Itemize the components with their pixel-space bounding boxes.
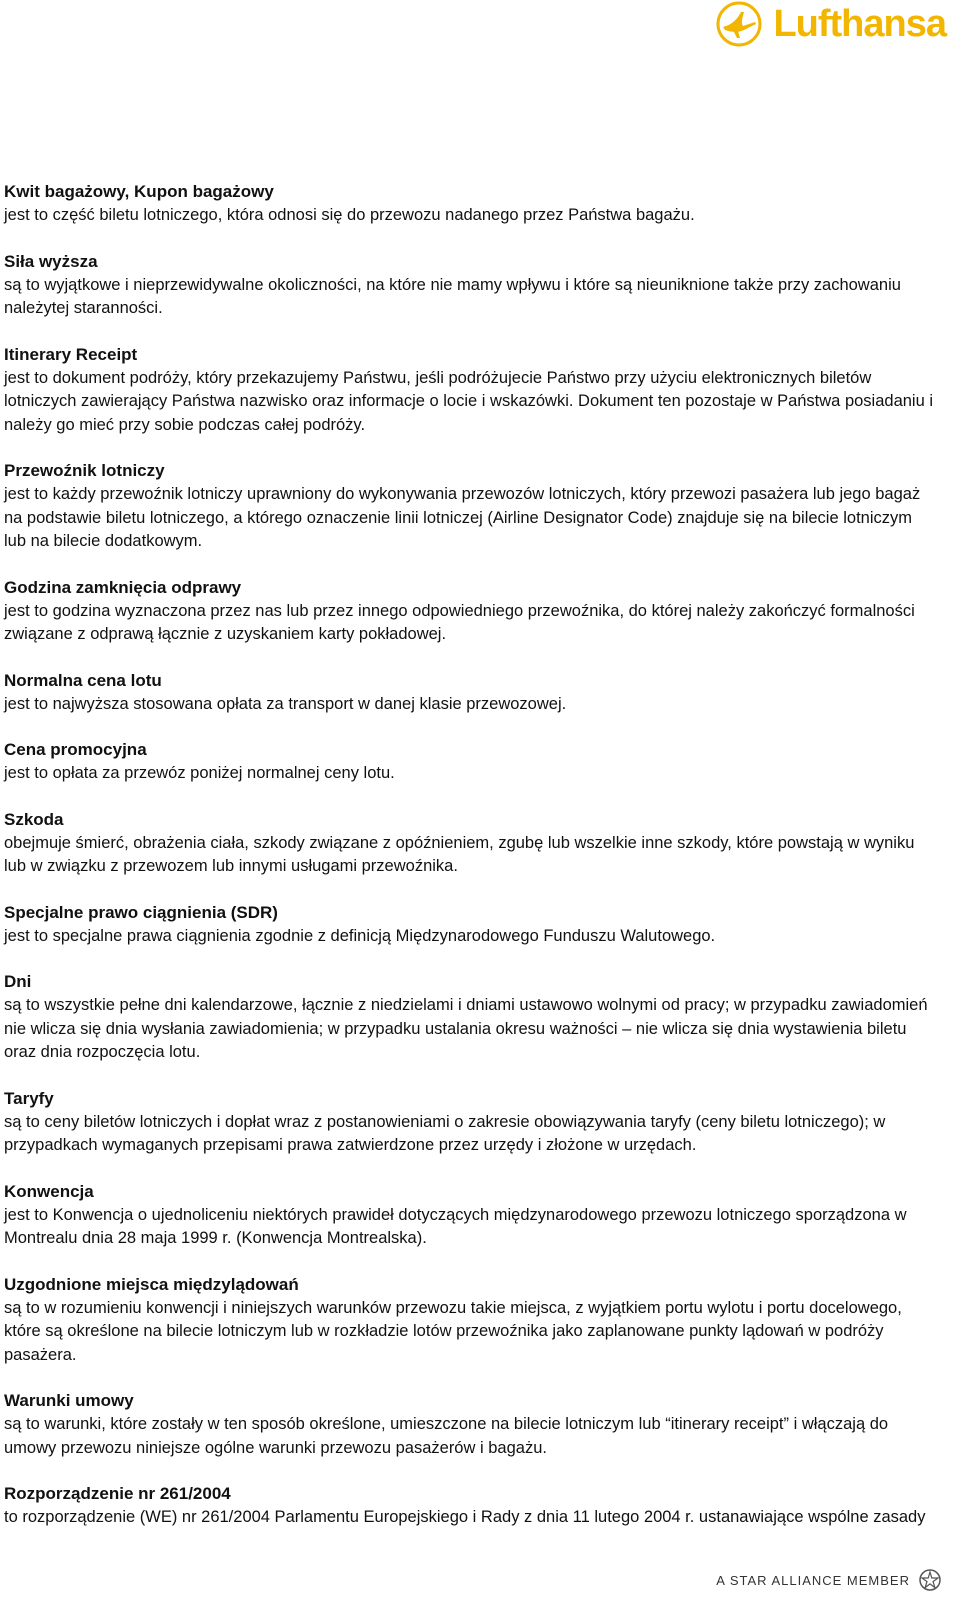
glossary-entry [4, 901, 934, 949]
entry-term: Specjalne prawo ciągnienia (SDR) [4, 902, 278, 922]
entry-definition: jest to część biletu lotniczego, która odnosi się do przewozu nadanego przez Państwa bagażu. [4, 206, 695, 224]
entry-definition: jest to najwyższa stosowana opłata za transport w danej klasie przewozowej. [4, 694, 567, 713]
entry-term: Godzina zamknięcia odprawy [4, 577, 242, 597]
entry-term: Dni [4, 972, 32, 991]
glossary-entry [4, 459, 934, 554]
glossary-entry [4, 738, 934, 786]
lufthansa-logo [715, 0, 946, 48]
entry-term: Przewoźnik lotniczy [4, 461, 165, 480]
entry-term: Konwencja [4, 1181, 94, 1201]
entry-definition: jest to godzina wyznaczona przez nas lub przez innego odpowiedniego przewoźnika, do której należy zakończyć formalności związane z odprawą łącznie z uzyskaniem karty pokładowej. [4, 601, 915, 643]
entry-definition: obejmuje śmierć, obrażenia ciała, szkody związane z opóźnieniem, zgubę lub wszelkie inne szkody, które powstają w wyniku lub w związku z przewozem lub innymi usługami przewoźnika. [4, 833, 915, 875]
entry-definition: jest to każdy przewoźnik lotniczy uprawniony do wykonywania przewozów lotniczych, który przewozi pasażera lub jego bagaż na podstawie biletu lotniczego, a którego oznaczenie linii lotniczej (Airline Designator Code) znajduje się na bilecie lotniczym lub na bilecie dodatkowym. [4, 485, 921, 550]
glossary-entry [4, 180, 934, 228]
entry-definition: jest to dokument podróży, który przekazujemy Państwu, jeśli podróżujecie Państwo przy użyciu elektronicznych biletów lotniczych zawierający Państwa nazwisko oraz informacje o locie i wskazówki. Dokument ten pozostaje w Państwa posiadaniu i należy go mieć przy sobie podczas całej podróży. [4, 368, 934, 434]
brand-wordmark: Lufthansa [773, 3, 946, 45]
entry-definition: są to wszystkie pełne dni kalendarzowe, łącznie z niedzielami i dniami ustawowo wolnymi od pracy; w przypadku zawiadomień nie wlicza się dnia wysłania zawiadomienia; w przypadku ustalania okresu ważności – nie wlicza się dnia wystawienia biletu oraz dnia rozpoczęcia lotu. [4, 996, 928, 1061]
page-footer [716, 1568, 942, 1592]
glossary [4, 180, 934, 1552]
glossary-entry [4, 808, 934, 879]
entry-term: Normalna cena lotu [4, 670, 162, 690]
entry-term: Cena promocyjna [4, 740, 147, 759]
glossary-entry [4, 1087, 934, 1158]
entry-definition: są to w rozumieniu konwencji i niniejszych warunków przewozu takie miejsca, z wyjątkiem portu wylotu i portu docelowego, które są określone na bilecie lotniczym lub w rozkładzie lotów przewoźnika jako zaplanowane punkty lądowań w podróży pasażera. [4, 1298, 902, 1364]
entry-definition: są to warunki, które zostały w ten sposób określone, umieszczone na bilecie lotniczym lub “itinerary receipt” i włączają do umowy przewozu niniejsze ogólne warunki przewozu pasażerów i bagażu. [4, 1415, 889, 1457]
entry-term: Uzgodnione miejsca międzylądowań [4, 1274, 299, 1294]
entry-term: Szkoda [4, 809, 64, 829]
glossary-entry [4, 343, 934, 438]
glossary-entry [4, 1389, 934, 1460]
entry-definition: są to ceny biletów lotniczych i dopłat wraz z postanowieniami o zakresie obowiązywania taryfy (ceny biletu lotniczego); w przypadkach wymaganych przepisami prawa zatwierdzone przez urzędy i złożone w urzędach. [4, 1112, 886, 1154]
glossary-entry [4, 576, 934, 647]
entry-term: Siła wyższa [4, 251, 98, 271]
entry-term: Rozporządzenie nr 261/2004 [4, 1484, 231, 1503]
entry-definition: są to wyjątkowe i nieprzewidywalne okoliczności, na które nie mamy wpływu i które są nieuniknione także przy zachowaniu należytej staranności. [4, 275, 901, 317]
glossary-entry [4, 669, 934, 717]
star-alliance-icon [918, 1568, 942, 1592]
entry-definition: to rozporządzenie (WE) nr 261/2004 Parlamentu Europejskiego i Rady z dnia 11 lutego 2004 r. ustanawiające wspólne zasady [4, 1508, 926, 1526]
entry-definition: jest to Konwencja o ujednoliceniu niektórych prawideł dotyczących międzynarodowego przewozu lotniczego sporządzona w Montrealu dnia 28 maja 1999 r. (Konwencja Montrealska). [4, 1205, 907, 1247]
glossary-entry [4, 970, 934, 1065]
star-alliance-label: A STAR ALLIANCE MEMBER [716, 1572, 910, 1588]
entry-term: Taryfy [4, 1088, 54, 1108]
entry-term: Kwit bagażowy, Kupon bagażowy [4, 182, 274, 201]
entry-definition: jest to opłata za przewóz poniżej normalnej ceny lotu. [4, 764, 395, 782]
crane-logo-icon [715, 0, 763, 48]
glossary-entry [4, 250, 934, 321]
glossary-entry [4, 1180, 934, 1251]
page-header [0, 0, 960, 70]
glossary-entry [4, 1273, 934, 1368]
entry-term: Itinerary Receipt [4, 344, 138, 364]
entry-definition: jest to specjalne prawa ciągnienia zgodnie z definicją Międzynarodowego Funduszu Walutowego. [4, 926, 716, 945]
glossary-entry [4, 1482, 934, 1530]
entry-term: Warunki umowy [4, 1391, 134, 1410]
